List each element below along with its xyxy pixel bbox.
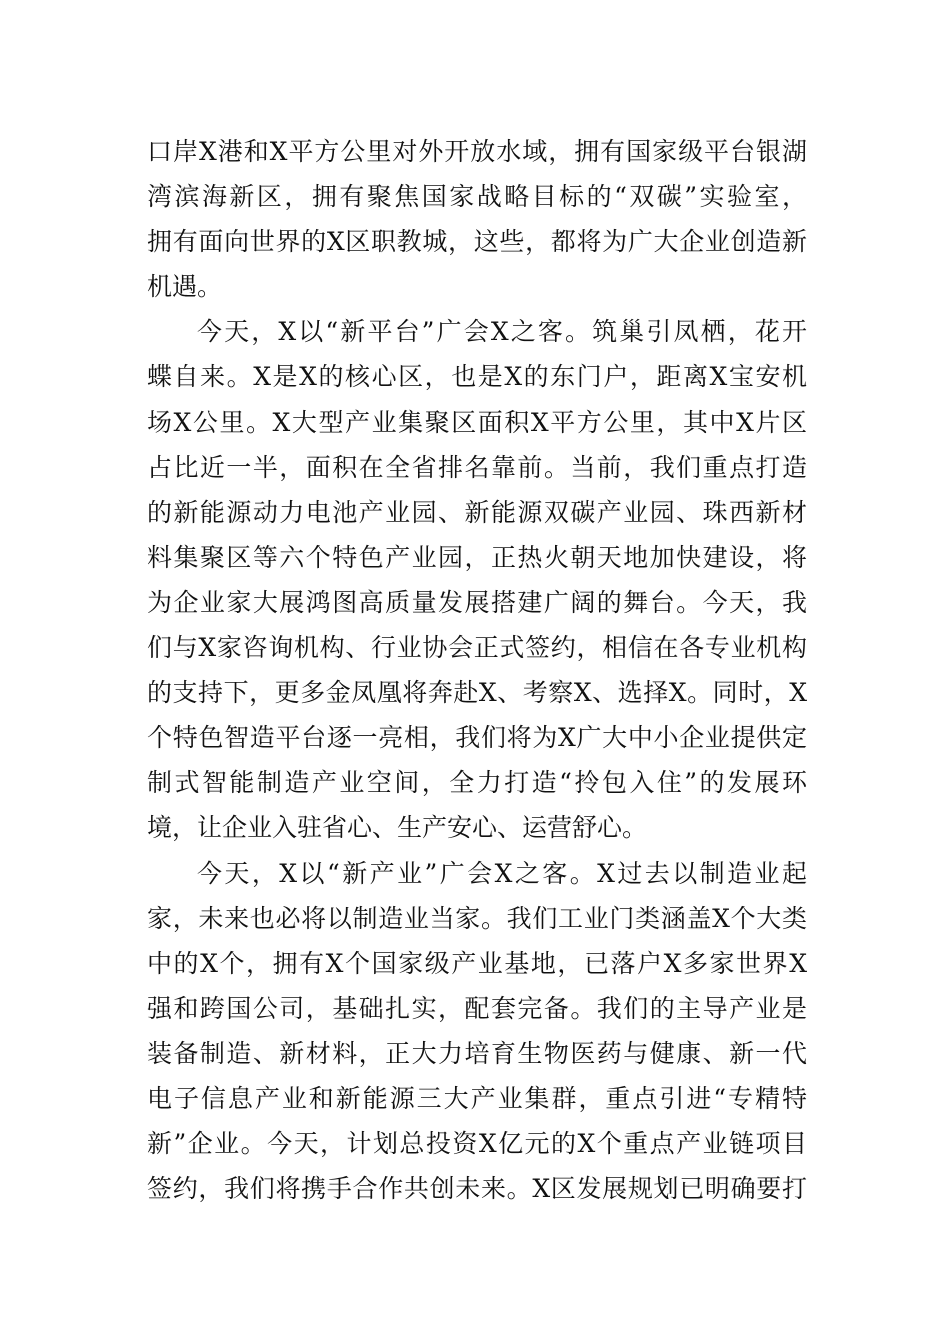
text-line: 今天，X以“新平台”广会X之客。筑巢引凤栖，花开 [197,317,807,347]
text-line: 电子信息产业和新能源三大产业集群，重点引进“专精特 [147,1083,807,1113]
body-text [147,129,807,1211]
text-line: 的支持下，更多金凤凰将奔赴X、考察X、选择X。同时，X [147,678,807,708]
text-line: 中的X个，拥有X个国家级产业基地，已落户X多家世界X [147,948,807,978]
text-line: 装备制造、新材料，正大力培育生物医药与健康、新一代 [147,1038,807,1068]
text-line: 新”企业。今天，计划总投资X亿元的X个重点产业链项目 [147,1129,807,1159]
text-line: 境，让企业入驻省心、生产安心、运营舒心。 [147,813,648,843]
text-line: 湾滨海新区，拥有聚焦国家战略目标的“双碳”实验室， [147,182,807,212]
text-line: 场X公里。X大型产业集聚区面积X平方公里，其中X片区 [147,407,807,437]
text-line: 个特色智造平台逐一亮相，我们将为X广大中小企业提供定 [147,723,807,753]
text-line: 口岸X港和X平方公里对外开放水域，拥有国家级平台银湖 [147,137,807,166]
text-line: 的新能源动力电池产业园、新能源双碳产业园、珠西新材 [147,497,807,527]
text-line: 蝶自来。X是X的核心区，也是X的东门户，距离X宝安机 [147,362,807,392]
text-line: 签约，我们将携手合作共创未来。X区发展规划已明确要打 [147,1174,807,1204]
text-line: 拥有面向世界的X区职教城，这些，都将为广大企业创造新 [147,227,807,257]
text-line: 占比近一半，面积在全省排名靠前。当前，我们重点打造 [147,452,807,482]
text-line: 制式智能制造产业空间，全力打造“拎包入住”的发展环 [147,768,807,798]
text-line: 今天，X以“新产业”广会X之客。X过去以制造业起 [197,858,807,888]
text-line: 家，未来也必将以制造业当家。我们工业门类涵盖X个大类 [147,903,807,933]
text-line: 料集聚区等六个特色产业园，正热火朝天地加快建设，将 [147,542,807,572]
text-line: 机遇。 [147,272,223,302]
text-line: 为企业家大展鸿图高质量发展搭建广阔的舞台。今天，我 [147,587,807,617]
text-line: 强和跨国公司，基础扎实，配套完备。我们的主导产业是 [147,993,807,1023]
text-line: 们与X家咨询机构、行业协会正式签约，相信在各专业机构 [147,633,807,663]
